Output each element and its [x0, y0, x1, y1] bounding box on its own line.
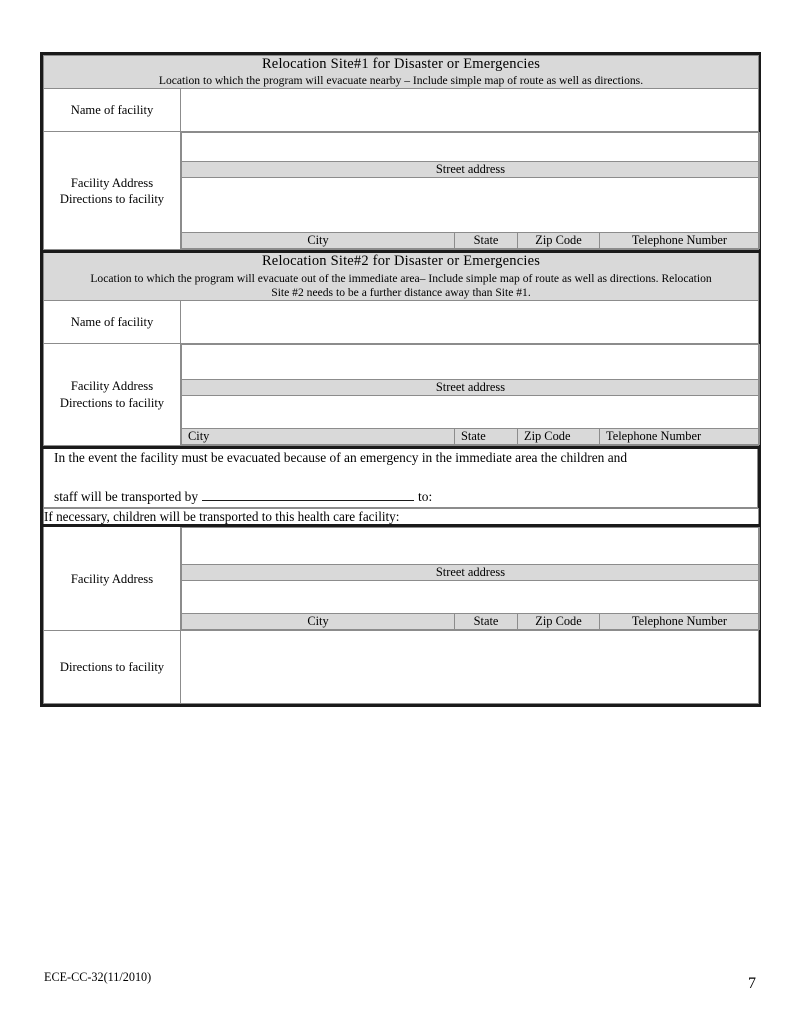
- site1-citystate-input-row: [182, 178, 760, 233]
- transport-row: [44, 448, 758, 508]
- site2-address-subtable: [181, 344, 760, 445]
- site2-street-label-row: [182, 380, 760, 396]
- site2-address-group: [181, 344, 759, 446]
- site1-facility-address-label-line1: Facility Address: [70, 175, 154, 190]
- site2-zip-label: Zip Code: [518, 429, 600, 445]
- section-relocation-site-2: [43, 250, 759, 446]
- transport-line-2-suffix: to:: [418, 488, 433, 504]
- transport-line-1: In the event the facility must be evacuated because of an emergency in the immediate area the children and: [54, 450, 628, 466]
- site1-header-cell: [44, 56, 759, 89]
- site2-header-row: [44, 252, 759, 301]
- health-care-telephone-label: Telephone Number: [600, 614, 760, 630]
- site2-name-of-facility-input[interactable]: [181, 301, 759, 344]
- health-care-state-label: State: [455, 614, 518, 630]
- transport-line-2: [44, 487, 757, 507]
- site2-title: Relocation Site#2 for Disaster or Emergencies: [261, 253, 541, 270]
- health-care-address-group: [181, 526, 759, 631]
- site1-city-label: City: [182, 233, 455, 249]
- site1-street-input-row: [182, 133, 760, 162]
- site1-directions-label-line2: Directions to facility: [59, 191, 165, 206]
- site2-facility-address-label-line1: Facility Address: [70, 379, 154, 394]
- health-care-facility-address-label: Facility Address: [44, 526, 181, 631]
- health-care-city-label: City: [182, 614, 455, 630]
- site2-facility-address-label: [44, 344, 181, 446]
- health-care-strip-text: If necessary, children will be transported to this health care facility:: [44, 509, 759, 526]
- site1-facility-address-label: [44, 132, 181, 250]
- health-care-citystate-input-row: [182, 581, 760, 614]
- site2-subtitle-line2: Site #2 needs to be a further distance away than Site #1.: [271, 285, 531, 299]
- health-care-street-address-label: Street address: [182, 565, 760, 581]
- site2-subtitle-line1: Location to which the program will evacuate out of the immediate area– Include simple map of route as well as directions. Relocation: [90, 271, 712, 285]
- site1-street-label-row: [182, 162, 760, 178]
- page-number-label: 7: [748, 975, 756, 992]
- site1-street-address-label: Street address: [182, 162, 760, 178]
- section-health-care-facility: [43, 508, 759, 704]
- site1-title: Relocation Site#1 for Disaster or Emergencies: [261, 56, 541, 72]
- relocation-form: [40, 52, 761, 707]
- site1-zip-label: Zip Code: [518, 233, 600, 249]
- transport-method-fill-line[interactable]: [202, 487, 414, 501]
- site2-citystate-input-row: [182, 396, 760, 429]
- site1-city-state-zip-phone-input[interactable]: [182, 178, 760, 233]
- site1-name-of-facility-input[interactable]: [181, 89, 759, 132]
- health-care-directions-label: Directions to facility: [44, 631, 181, 704]
- transport-cell: [44, 448, 758, 508]
- form-code-label: ECE-CC-32(11/2010): [44, 970, 152, 984]
- site2-header-cell: [44, 252, 759, 301]
- site2-directions-label-line2: Directions to facility: [59, 395, 165, 410]
- health-care-street-address-input[interactable]: [182, 528, 760, 565]
- health-care-citystate-label-row: [182, 614, 760, 630]
- site2-city-label: City: [182, 429, 455, 445]
- site1-street-address-input[interactable]: [182, 133, 760, 162]
- site2-street-address-label: Street address: [182, 380, 760, 396]
- health-care-directions-row: [44, 631, 759, 704]
- site2-name-of-facility-label: Name of facility: [44, 301, 181, 344]
- health-care-street-input-row: [182, 528, 760, 565]
- site1-subtitle: Location to which the program will evacuate nearby – Include simple map of route as well as directions.: [158, 74, 644, 88]
- health-care-city-state-zip-phone-input[interactable]: [182, 581, 760, 614]
- health-care-street-label-row: [182, 565, 760, 581]
- site1-state-label: State: [455, 233, 518, 249]
- section-transport-statement: [43, 446, 758, 508]
- site1-name-row: [44, 89, 759, 132]
- site1-header-row: [44, 56, 759, 89]
- site2-citystate-label-row: [182, 429, 760, 445]
- site2-name-row: [44, 301, 759, 344]
- health-care-strip-row: [44, 509, 759, 526]
- section-relocation-site-1: [43, 55, 759, 250]
- site2-address-row: [44, 344, 759, 446]
- health-care-address-row: [44, 526, 759, 631]
- health-care-directions-input[interactable]: [181, 631, 759, 704]
- site2-city-state-zip-phone-input[interactable]: [182, 396, 760, 429]
- site1-address-row: [44, 132, 759, 250]
- site1-address-subtable: [181, 132, 760, 249]
- site1-citystate-label-row: [182, 233, 760, 249]
- transport-line-2-prefix: staff will be transported by: [54, 488, 199, 504]
- site1-name-of-facility-label: Name of facility: [44, 89, 181, 132]
- health-care-zip-label: Zip Code: [518, 614, 600, 630]
- site1-telephone-label: Telephone Number: [600, 233, 760, 249]
- site2-street-address-input[interactable]: [182, 345, 760, 380]
- site2-street-input-row: [182, 345, 760, 380]
- site1-address-group: [181, 132, 759, 250]
- site2-telephone-label: Telephone Number: [600, 429, 760, 445]
- health-care-address-subtable: [181, 527, 760, 630]
- site2-state-label: State: [455, 429, 518, 445]
